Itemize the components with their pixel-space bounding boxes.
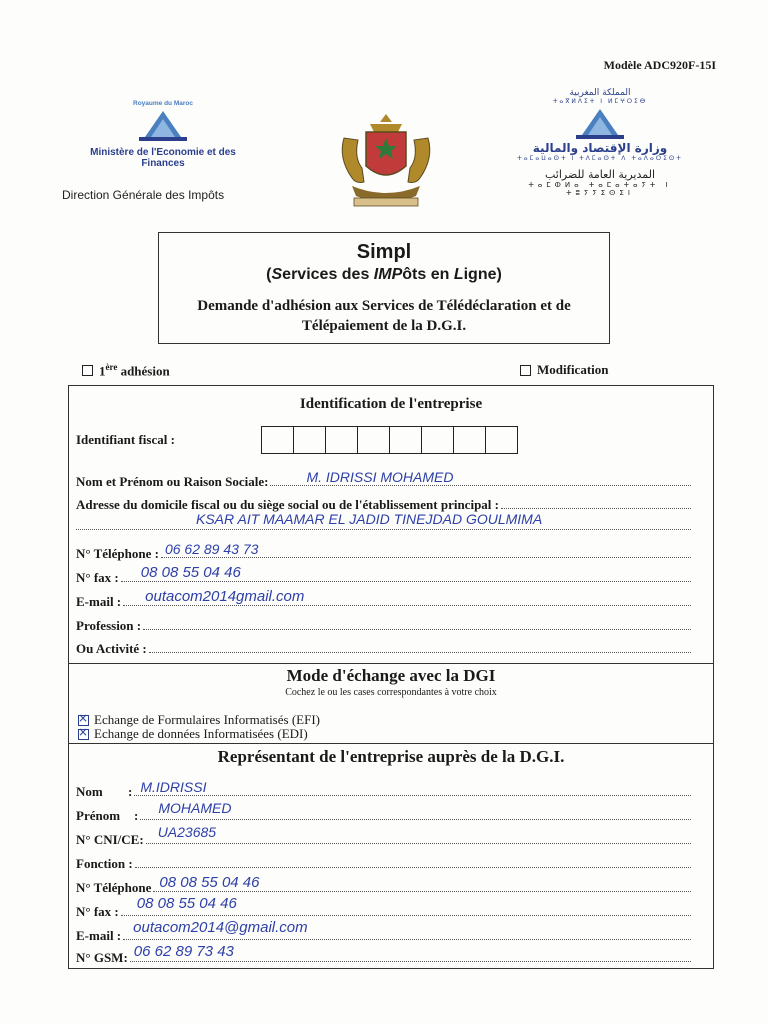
- activite-row: [76, 641, 691, 657]
- rep-fonction-row: [76, 856, 691, 872]
- rep-tel-field[interactable]: [153, 874, 691, 892]
- rep-prenom-label: Prénom: [76, 808, 121, 823]
- rep-nom-row: [76, 779, 691, 800]
- activite-label: Ou Activité :: [76, 641, 147, 656]
- nom-row: [76, 469, 691, 490]
- profession-label: Profession :: [76, 618, 142, 633]
- rep-email-row: [76, 919, 691, 944]
- fax-value: 08 08 55 04 46: [140, 564, 241, 581]
- rep-tel-row: [76, 874, 691, 896]
- modification-label: Modification: [537, 362, 609, 377]
- tel-value: 06 62 89 43 73: [164, 541, 259, 557]
- kingdom-label-tf: ⵜⴰⴳⵍⴷⵉⵜ ⵏ ⵍⵎⵖⵔⵉⴱ: [552, 98, 648, 105]
- rep-fax-row: [76, 895, 691, 920]
- email-field[interactable]: [123, 588, 691, 606]
- rep-tel-value: 08 08 55 04 46: [159, 874, 260, 891]
- rep-prenom-colon: :: [134, 808, 139, 823]
- nom-value: M. IDRISSI MOHAMED: [306, 469, 454, 485]
- ministry-name-fr: Ministère de l'Economie et des Finances: [90, 147, 236, 169]
- tel-row: [76, 541, 691, 562]
- adresse-label: Adresse du domicile fiscal ou du siège social ou de l'établissement principal :: [76, 497, 499, 512]
- fax-field[interactable]: [121, 564, 691, 582]
- rep-nom-colon: :: [128, 784, 133, 799]
- dgi-name-tf: ⵜⴰⵎⵀⵍⴰ ⵜⴰⵎⴰⵜⴰⵢⵜ ⵏ ⵜⵓⵢⵢⵉⵙⵉⵏ: [528, 181, 672, 197]
- modification-checkbox[interactable]: [520, 365, 531, 376]
- rep-nom-field[interactable]: [134, 779, 691, 796]
- option-modification[interactable]: [520, 362, 609, 378]
- email-value: outacom2014gmail.com: [145, 588, 305, 605]
- identifiant-label: Identifiant fiscal :: [76, 432, 175, 447]
- identification-title: Identification de l'entreprise: [299, 396, 483, 412]
- rep-fax-label: N° fax :: [76, 904, 119, 919]
- tel-field[interactable]: [161, 541, 691, 558]
- adresse-row-2: [76, 511, 691, 530]
- rep-email-label: E-mail :: [76, 928, 122, 943]
- nom-label: Nom et Prénom ou Raison Sociale:: [76, 474, 269, 489]
- efi-label: Echange de Formulaires Informatisés (EFI): [94, 712, 320, 727]
- ministry-name-tf: ⵜⴰⵎⴰⵡⴰⵙⵜ ⵏ ⵜⴷⵎⴰⵙⵜ ⴷ ⵜⴰⴷⴰⵔⵉⵙⵜ: [517, 155, 683, 162]
- rep-nom-label: Nom: [76, 784, 103, 799]
- rep-gsm-row: [76, 943, 691, 966]
- divider-2: [69, 743, 713, 744]
- divider-1: [69, 663, 713, 664]
- fax-label: N° fax :: [76, 570, 119, 585]
- kingdom-label-fr: Royaume du Maroc: [133, 100, 193, 107]
- title-main: Simpl: [356, 241, 412, 263]
- tel-label: N° Téléphone :: [76, 546, 159, 561]
- ministry-logo-icon: [133, 109, 193, 145]
- email-row: [76, 588, 691, 610]
- rep-email-value: outacom2014@gmail.com: [133, 919, 308, 936]
- kingdom-label-ar: المملكة المغربية: [569, 88, 631, 98]
- rep-prenom-value: MOHAMED: [158, 800, 232, 816]
- profession-row: [76, 618, 691, 634]
- model-reference: Modèle ADC920F-15I: [603, 58, 716, 72]
- email-label: E-mail :: [76, 594, 122, 609]
- rep-fax-value: 08 08 55 04 46: [136, 895, 237, 912]
- first-adhesion-label: 1ère adhésion: [99, 362, 170, 379]
- rep-fax-field[interactable]: [121, 895, 691, 916]
- title-box: [158, 232, 610, 344]
- adresse-field-line2[interactable]: [76, 511, 691, 530]
- identifiant-fiscal-boxes[interactable]: [261, 426, 518, 454]
- rep-cni-value: UA23685: [157, 824, 217, 840]
- rep-prenom-field[interactable]: [140, 800, 691, 820]
- activite-field[interactable]: [149, 641, 691, 653]
- ministry-name-ar: وزارة الإقتصاد والمالية: [532, 141, 668, 155]
- adresse-field-line1[interactable]: [501, 497, 691, 509]
- rep-gsm-label: N° GSM:: [76, 950, 128, 965]
- adresse-value: KSAR AIT MAAMAR EL JADID TINEJDAD GOULMIMA: [196, 511, 543, 527]
- rep-fonction-field[interactable]: [135, 856, 691, 868]
- ministry-logo-block-ar: [500, 88, 700, 197]
- rep-email-field[interactable]: [123, 919, 691, 940]
- rep-nom-value: M.IDRISSI: [140, 779, 207, 795]
- coat-of-arms-icon: [330, 108, 442, 212]
- form-frame: [68, 385, 714, 969]
- rep-gsm-value: 06 62 89 73 43: [133, 943, 234, 960]
- first-adhesion-checkbox[interactable]: [82, 365, 93, 376]
- title-subtitle: (Services des IMPôts en Ligne): [266, 266, 502, 283]
- fax-row: [76, 564, 691, 586]
- rep-cni-label: N° CNI/CE:: [76, 832, 144, 847]
- profession-field[interactable]: [143, 618, 691, 630]
- ministry-logo-icon-right: [570, 107, 630, 141]
- ministry-logo-block: [68, 100, 258, 169]
- rep-cni-row: [76, 824, 691, 848]
- rep-fonction-label: Fonction :: [76, 856, 133, 871]
- dgi-name-fr: Direction Générale des Impôts: [62, 188, 225, 202]
- option-first-adhesion[interactable]: [82, 362, 170, 379]
- edi-label: Echange de données Informatisées (EDI): [94, 726, 308, 741]
- rep-cni-field[interactable]: [146, 824, 691, 844]
- edi-checkbox[interactable]: [78, 729, 89, 740]
- rep-gsm-field[interactable]: [130, 943, 691, 962]
- rep-prenom-row: [76, 800, 691, 824]
- mode-subtitle: Cochez le ou les cases correspondantes à votre choix: [285, 687, 497, 698]
- nom-field[interactable]: [270, 469, 691, 486]
- option-edi[interactable]: [78, 726, 308, 742]
- title-description: Demande d'adhésion aux Services de Télédéclaration et de Télépaiement de la D.G.I.: [197, 298, 571, 334]
- dgi-name-ar: المديرية العامة للضرائب: [545, 168, 655, 181]
- representant-title: Représentant de l'entreprise auprès de la D.G.I.: [217, 747, 565, 766]
- mode-title: Mode d'échange avec la DGI: [286, 666, 496, 685]
- rep-tel-label: N° Téléphone: [76, 880, 152, 895]
